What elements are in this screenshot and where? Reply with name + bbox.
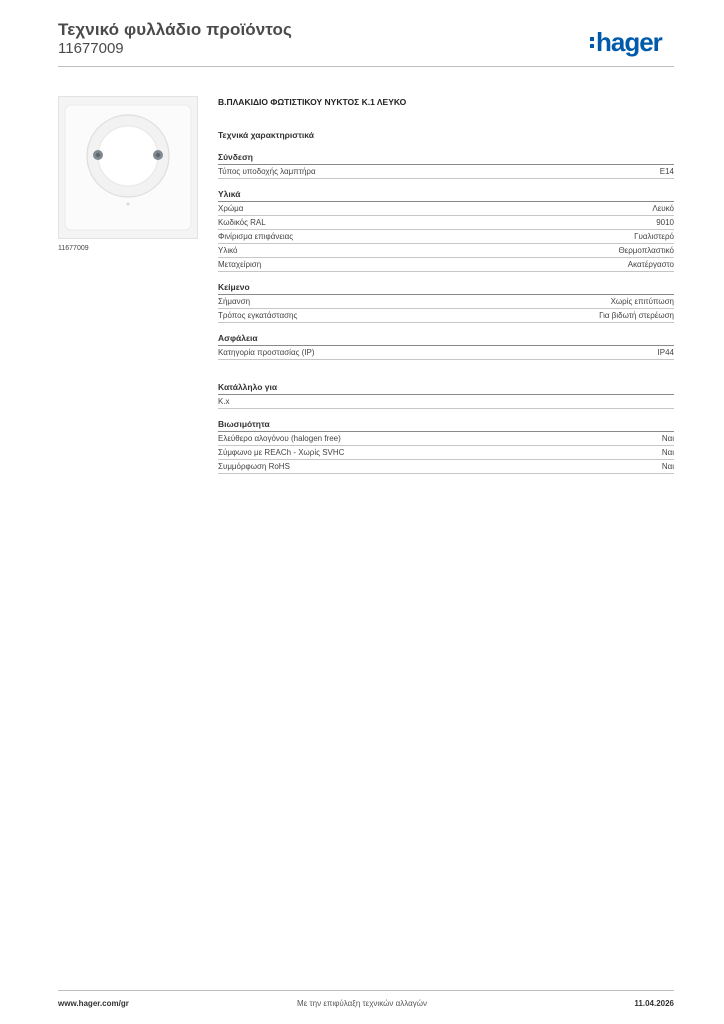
spec-row <box>218 460 674 474</box>
spec-label: Ελεύθερο αλογόνου (halogen free) <box>218 434 341 443</box>
spec-row <box>218 395 674 409</box>
spec-value: Ακατέργαστο <box>627 260 674 269</box>
hager-logo <box>590 26 662 58</box>
product-name: Β.ΠΛΑΚΙΔΙΟ ΦΩΤΙΣΤΙΚΟΥ ΝΥΚΤΟΣ Κ.1 ΛΕΥΚΟ <box>218 97 407 107</box>
spec-value: Ναι <box>661 462 674 471</box>
spec-value: Ναι <box>661 434 674 443</box>
spec-value: Λευκό <box>652 204 674 213</box>
spec-value: IP44 <box>657 348 674 357</box>
spec-label: K.x <box>218 397 230 406</box>
section-sustainability <box>218 417 674 474</box>
section-title: Κατάλληλο για <box>218 380 674 395</box>
spec-row <box>218 295 674 309</box>
spec-row <box>218 258 674 272</box>
spec-row <box>218 165 674 179</box>
spec-row <box>218 346 674 360</box>
section-suitable-for <box>218 380 674 409</box>
spec-label: Συμμόρφωση RoHS <box>218 462 290 471</box>
spec-row <box>218 432 674 446</box>
section-materials <box>218 187 674 272</box>
section-connection <box>218 150 674 179</box>
spec-value: Για βιδωτή στερέωση <box>599 311 674 320</box>
spec-value: Γυαλιστερό <box>634 232 674 241</box>
section-title: Κείμενο <box>218 280 674 295</box>
document-title: Τεχνικό φυλλάδιο προϊόντος <box>58 20 292 39</box>
section-title: Βιωσιμότητα <box>218 417 674 432</box>
section-title: Ασφάλεια <box>218 331 674 346</box>
product-code: 11677009 <box>58 40 124 57</box>
logo-dots <box>590 37 594 48</box>
spec-heading: Τεχνικά χαρακτηριστικά <box>218 130 314 140</box>
section-title: Υλικά <box>218 187 674 202</box>
spec-label: Κατηγορία προστασίας (IP) <box>218 348 315 357</box>
section-text <box>218 280 674 323</box>
spec-row <box>218 446 674 460</box>
spec-row <box>218 216 674 230</box>
spec-row <box>218 309 674 323</box>
spec-label: Χρώμα <box>218 204 244 213</box>
spec-value: 9010 <box>656 218 674 227</box>
section-safety <box>218 331 674 360</box>
header-divider <box>58 66 674 67</box>
document-date: 11.04.2026 <box>634 999 674 1008</box>
spec-row <box>218 202 674 216</box>
night-light-plate-icon <box>59 97 197 238</box>
logo-text: hager <box>596 27 662 57</box>
technical-changes-notice: Με την επιφύλαξη τεχνικών αλλαγών <box>297 999 427 1008</box>
spec-label: Υλικό <box>218 246 238 255</box>
section-title: Σύνδεση <box>218 150 674 165</box>
spec-panel <box>218 94 674 474</box>
spec-label: Τρόπος εγκατάστασης <box>218 311 298 320</box>
spec-row <box>218 244 674 258</box>
spec-value: Θερμοπλαστικό <box>618 246 674 255</box>
footer-divider <box>58 990 674 991</box>
image-caption: 11677009 <box>58 245 89 252</box>
website-link[interactable]: www.hager.com/gr <box>58 999 129 1008</box>
spec-value: Χωρίς επιτύπωση <box>610 297 674 306</box>
spec-row <box>218 230 674 244</box>
product-image <box>58 96 198 239</box>
spec-label: Φινίρισμα επιφάνειας <box>218 232 294 241</box>
spec-label: Τύπος υποδοχής λαμπτήρα <box>218 167 316 176</box>
spec-label: Σύμφωνο με REACh - Χωρίς SVHC <box>218 448 345 457</box>
spec-value: E14 <box>659 167 674 176</box>
spec-value: Ναι <box>661 448 674 457</box>
spec-label: Σήμανση <box>218 297 251 306</box>
spec-label: Κωδικός RAL <box>218 218 266 227</box>
spec-label: Μεταχείριση <box>218 260 262 269</box>
